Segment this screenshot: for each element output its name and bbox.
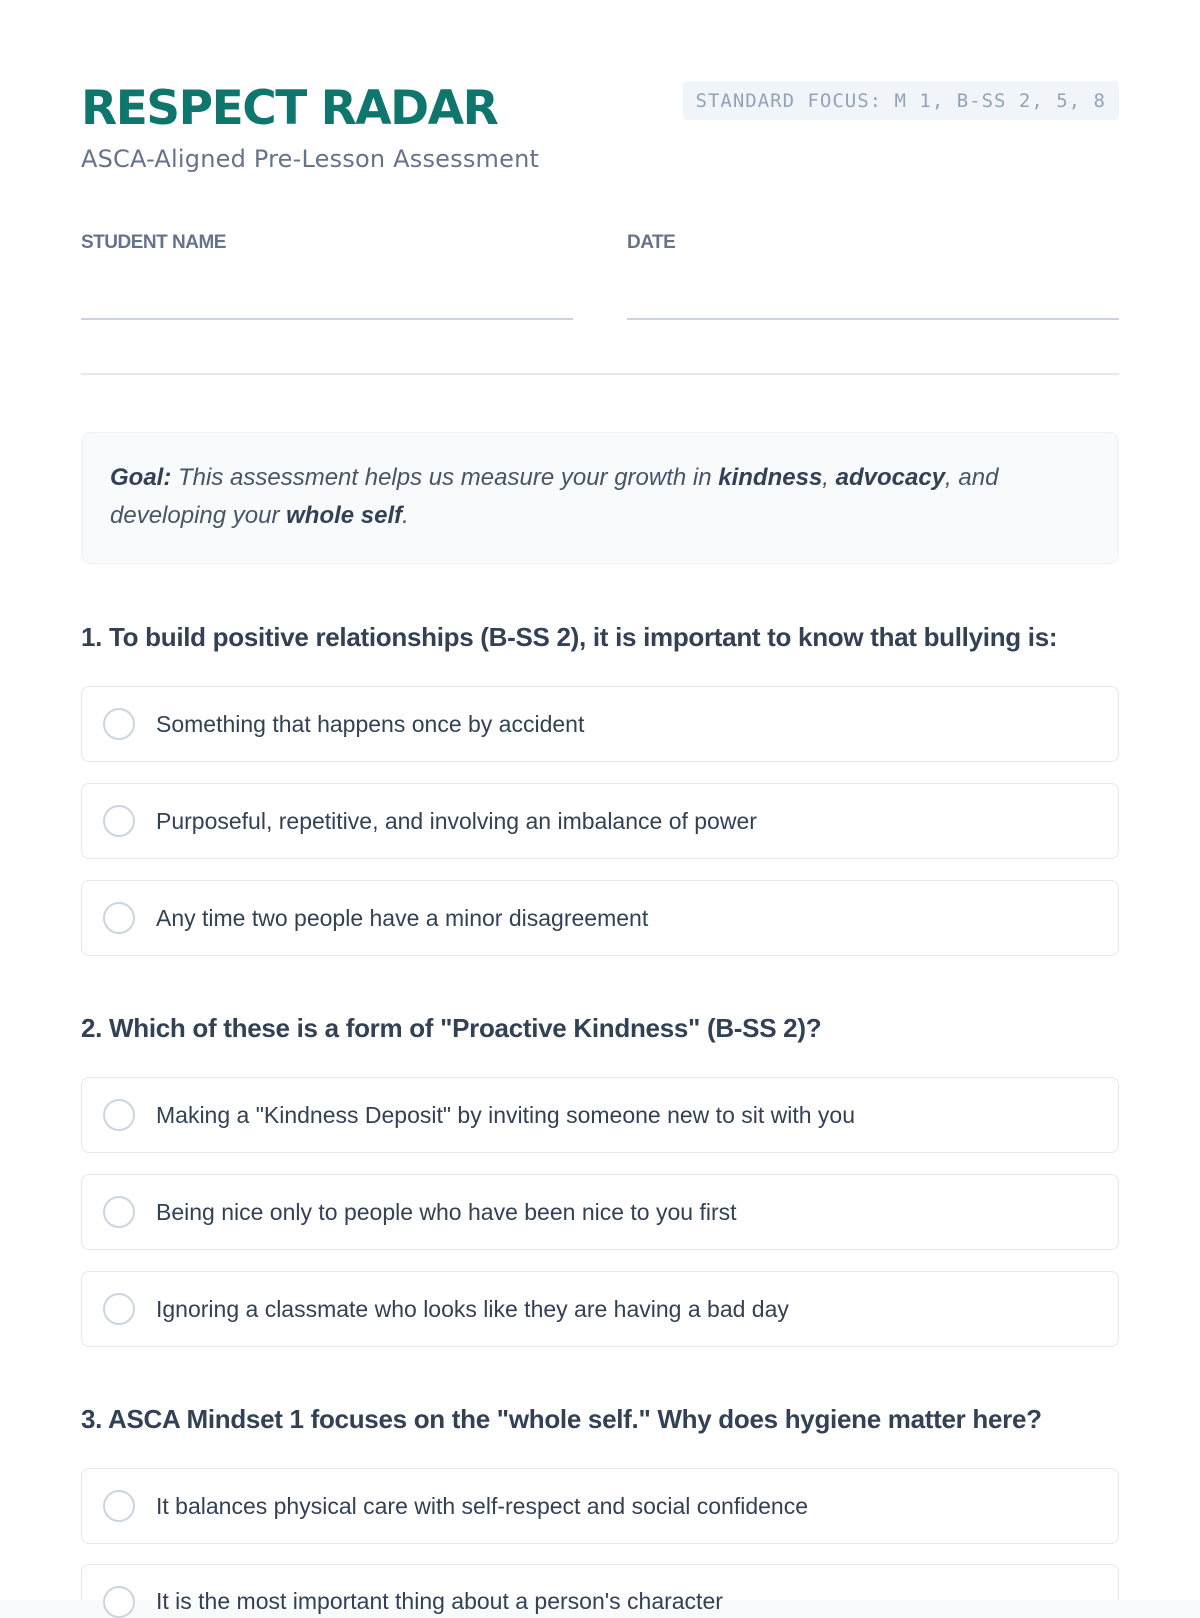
answer-option[interactable] xyxy=(81,686,1119,762)
answer-label: Purposeful, repetitive, and involving an imbalance of power xyxy=(156,807,757,834)
radio-button[interactable] xyxy=(103,902,135,934)
answer-label: Something that happens once by accident xyxy=(156,710,585,737)
goal-keyword-whole-self: whole self xyxy=(286,502,403,529)
answer-option[interactable] xyxy=(81,1077,1119,1153)
student-name-label: STUDENT NAME xyxy=(81,232,226,253)
question-title: 3. ASCA Mindset 1 focuses on the "whole self." Why does hygiene matter here? xyxy=(81,1404,1042,1434)
header xyxy=(81,80,1119,180)
student-name-input-line[interactable] xyxy=(81,318,573,320)
radio-button[interactable] xyxy=(103,1490,135,1522)
goal-text-1: This assessment helps us measure your growth in xyxy=(171,464,719,491)
page-title: RESPECT RADAR xyxy=(81,81,498,136)
answer-label: It is the most important thing about a person's character xyxy=(156,1588,723,1614)
answer-label: Being nice only to people who have been nice to you first xyxy=(156,1198,737,1225)
radio-button[interactable] xyxy=(103,1099,135,1131)
question-3 xyxy=(81,1404,1119,1614)
goal-box xyxy=(81,432,1119,564)
student-info-fields xyxy=(81,232,1119,320)
answer-option[interactable] xyxy=(81,1564,1119,1614)
answer-label: Any time two people have a minor disagreement xyxy=(156,904,649,931)
radio-button[interactable] xyxy=(103,708,135,740)
answer-label: It balances physical care with self-respect and social confidence xyxy=(156,1492,809,1519)
answer-label: Making a "Kindness Deposit" by inviting someone new to sit with you xyxy=(156,1101,856,1128)
goal-text-3: , and developing your xyxy=(110,464,999,529)
answer-option[interactable] xyxy=(81,1271,1119,1347)
answer-option[interactable] xyxy=(81,1174,1119,1250)
goal-lead: Goal: xyxy=(110,464,172,491)
goal-text-4: . xyxy=(402,502,409,529)
standard-focus-badge: STANDARD FOCUS: M 1, B-SS 2, 5, 8 xyxy=(683,81,1120,120)
answer-option[interactable] xyxy=(81,880,1119,956)
question-2 xyxy=(81,1013,1119,1322)
radio-button[interactable] xyxy=(103,1196,135,1228)
question-title: 1. To build positive relationships (B-SS 2), it is important to know that bullying is: xyxy=(81,622,1058,652)
date-input-line[interactable] xyxy=(627,318,1119,320)
page-subtitle: ASCA-Aligned Pre-Lesson Assessment xyxy=(81,145,540,173)
answer-option[interactable] xyxy=(81,1468,1119,1544)
date-label: DATE xyxy=(627,232,676,253)
radio-button[interactable] xyxy=(103,1293,135,1325)
goal-keyword-advocacy: advocacy xyxy=(835,464,946,491)
goal-text-2: , xyxy=(822,464,836,491)
student-name-field[interactable] xyxy=(81,232,573,320)
answer-option[interactable] xyxy=(81,783,1119,859)
section-divider xyxy=(81,373,1119,375)
date-field[interactable] xyxy=(627,232,1119,320)
question-title: 2. Which of these is a form of "Proactive Kindness" (B-SS 2)? xyxy=(81,1013,822,1043)
radio-button[interactable] xyxy=(103,805,135,837)
goal-keyword-kindness: kindness xyxy=(718,464,823,491)
question-1 xyxy=(81,622,1119,931)
answer-label: Ignoring a classmate who looks like they are having a bad day xyxy=(156,1295,789,1322)
radio-button[interactable] xyxy=(103,1586,135,1618)
